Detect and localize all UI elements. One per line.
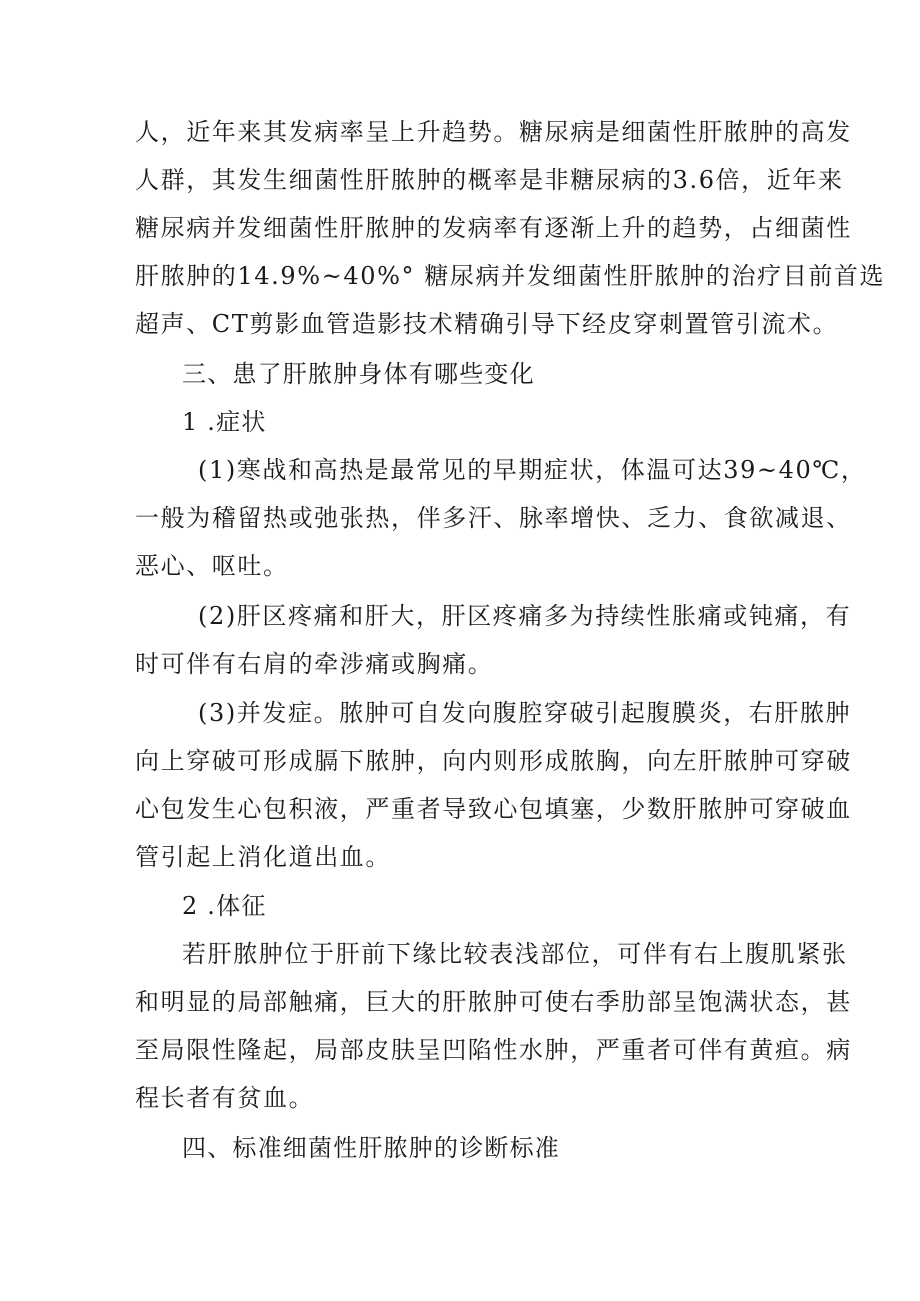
paragraph-line: 人，近年来其发病率呈上升趋势。糖尿病是细菌性肝脓肿的高发 [135, 118, 852, 146]
paragraph-line: (3)并发症。脓肿可自发向腹腔穿破引起腹膜炎，右肝脓肿 [198, 699, 852, 727]
paragraph-line: 肝脓肿的14.9%~40%° 糖尿病并发细菌性肝脓肿的治疗目前首选 [135, 262, 886, 290]
paragraph-line: 恶心、呕吐。 [135, 552, 289, 580]
paragraph-line: 若肝脓肿位于肝前下缘比较表浅部位，可伴有右上腹肌紧张 [182, 940, 848, 968]
section-heading: 四、标准细菌性肝脓肿的诊断标准 [182, 1134, 560, 1162]
paragraph-line: 糖尿病并发细菌性肝脓肿的发病率有逐渐上升的趋势，占细菌性 [135, 214, 852, 242]
paragraph-line: 人群，其发生细菌性肝脓肿的概率是非糖尿病的3.6倍，近年来 [135, 166, 844, 194]
paragraph-line: (1)寒战和高热是最常见的早期症状，体温可达39~40℃， [198, 456, 867, 484]
paragraph-line: 至局限性隆起，局部皮肤呈凹陷性水肿，严重者可伴有黄疸。病 [135, 1036, 852, 1064]
paragraph-line: (2)肝区疼痛和肝大，肝区疼痛多为持续性胀痛或钝痛，有 [198, 602, 852, 630]
subsection-heading: 1 .症状 [182, 408, 267, 436]
paragraph-line: 管引起上消化道出血。 [135, 843, 391, 871]
subsection-heading: 2 .体征 [182, 892, 267, 920]
section-heading: 三、患了肝脓肿身体有哪些变化 [182, 360, 535, 388]
paragraph-line: 一般为稽留热或弛张热，伴多汗、脉率增快、乏力、食欲减退、 [135, 504, 852, 532]
paragraph-line: 心包发生心包积液，严重者导致心包填塞，少数肝脓肿可穿破血 [135, 795, 852, 823]
paragraph-line: 向上穿破可形成膈下脓肿，向内则形成脓胸，向左肝脓肿可穿破 [135, 747, 852, 775]
paragraph-line: 超声、CT剪影血管造影技术精确引导下经皮穿刺置管引流术。 [135, 310, 839, 338]
paragraph-line: 和明显的局部触痛，巨大的肝脓肿可使右季肋部呈饱满状态，甚 [135, 988, 852, 1016]
paragraph-line: 时可伴有右肩的牵涉痛或胸痛。 [135, 650, 494, 678]
paragraph-line: 程长者有贫血。 [135, 1084, 315, 1112]
